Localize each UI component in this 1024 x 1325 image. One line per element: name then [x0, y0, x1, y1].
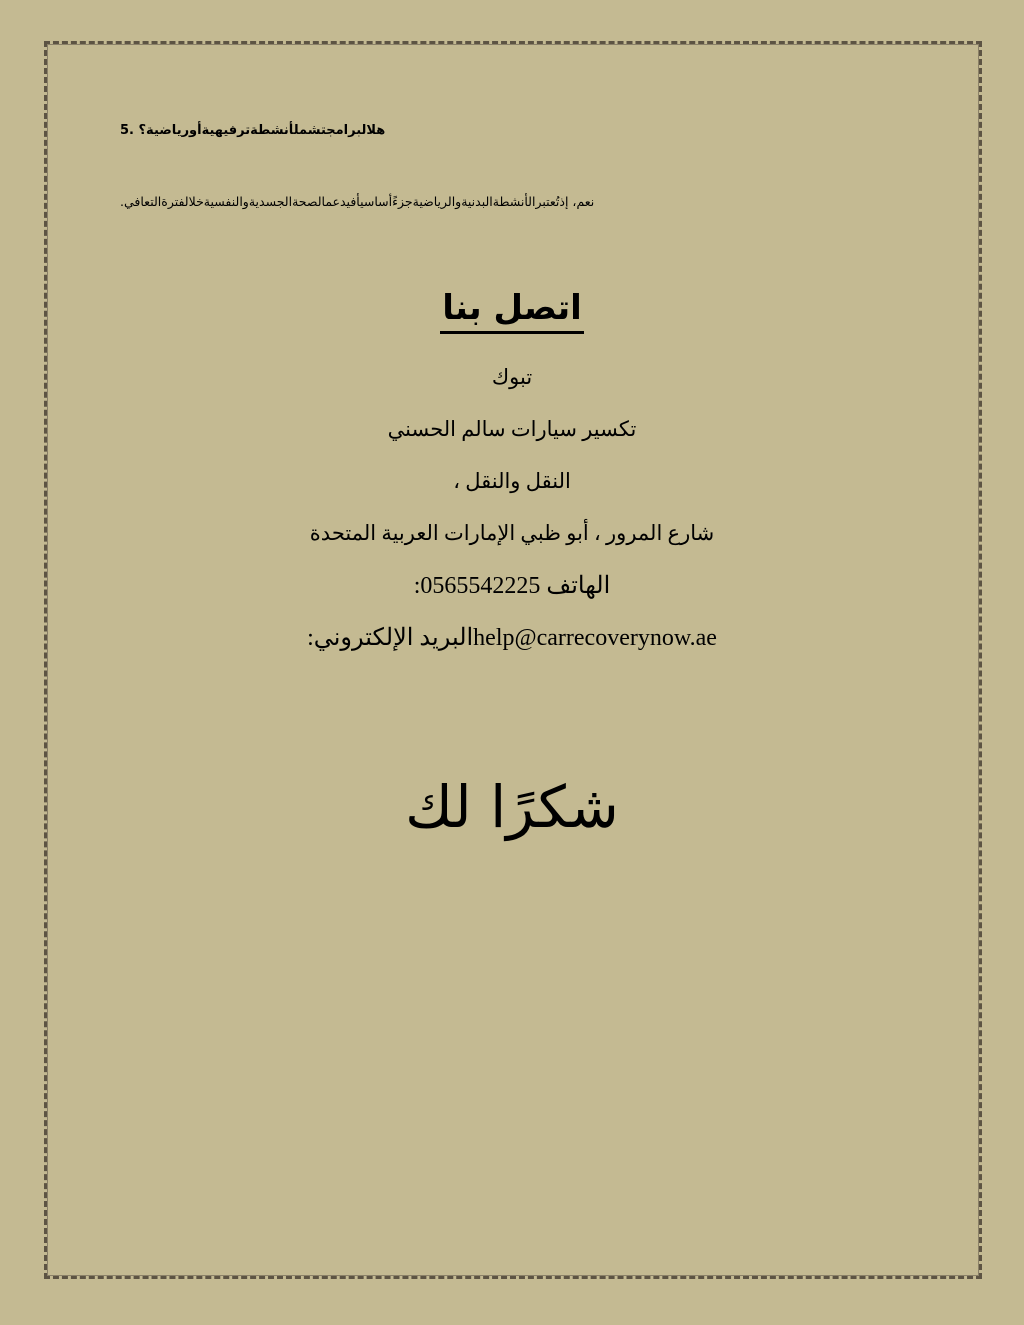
contact-service: النقل والنقل ، — [453, 469, 571, 493]
contact-email-value[interactable]: help@carrecoverynow.ae — [473, 625, 717, 651]
thank-you-text: شكرًا لك — [405, 773, 619, 841]
contact-heading-text: اتصل بنا — [440, 285, 584, 334]
contact-email-line — [0, 623, 1024, 653]
contact-email-label: :البريد الإلكتروني — [307, 625, 474, 651]
contact-city: تبوك — [491, 365, 533, 389]
contact-heading — [0, 280, 1024, 336]
contact-phone-value[interactable]: 0565542225 — [420, 573, 541, 599]
contact-address: شارع المرور ، أبو ظبي الإمارات العربية المتحدة — [309, 521, 715, 545]
contact-company: تكسير سيارات سالم الحسني — [387, 417, 637, 441]
page-border-inner — [47, 44, 979, 1276]
contact-phone-label: :الهاتف — [413, 573, 611, 599]
faq-answer: .نعم، إذتُعتبرالأنشطةالبدنيةوالرياضيةجزءًأساسيأفيدعمالصحةالجسديةوالنفسيةخلالفترةالتعافي — [120, 194, 595, 209]
faq-question: 5. هلالبرامجتشملأنشطةترفيهيةأورياضية؟ — [120, 123, 386, 138]
contact-phone-line — [0, 571, 1024, 601]
